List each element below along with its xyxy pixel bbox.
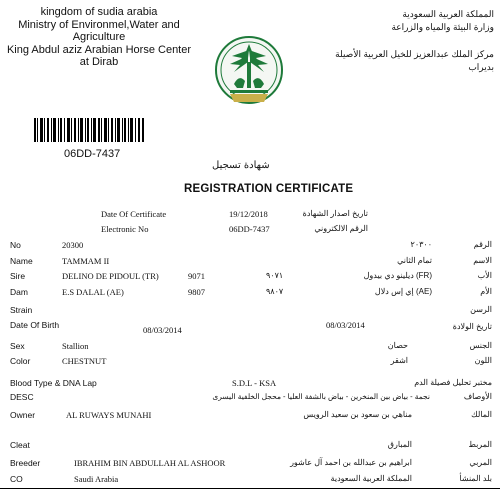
header-line: Ministry of Environmel,Water and bbox=[18, 18, 180, 31]
desc-label: DESC bbox=[10, 392, 34, 402]
blood-label: Blood Type & DNA Lap bbox=[10, 378, 97, 388]
no-value: 20300 bbox=[62, 240, 84, 250]
dob-ar-label: تاريخ الولادة bbox=[452, 322, 492, 331]
sire-ar-value: (FR) ديلينو دي بيدول bbox=[363, 271, 432, 280]
sex-label: Sex bbox=[10, 341, 25, 351]
co-value: Saudi Arabia bbox=[74, 474, 119, 484]
no-ar-value: ٢٠٣٠٠ bbox=[410, 240, 432, 249]
sex-value: Stallion bbox=[62, 341, 89, 351]
color-ar-value: اشقر bbox=[390, 356, 408, 365]
strain-ar-label: الرسن bbox=[470, 305, 492, 314]
header-arabic bbox=[329, 8, 494, 74]
cleat-ar-value: المبارق bbox=[387, 440, 412, 449]
breeder-ar-label: المربي bbox=[469, 458, 492, 467]
owner-value: AL RUWAYS MUNAHI bbox=[66, 410, 152, 420]
header-line: وزارة البيئة والمياه والزراعة bbox=[391, 22, 494, 32]
desc-value: نجمة - بياض بين المنخرين - بياض بالشفة العليا - محجل الخلفية اليسرى bbox=[212, 392, 430, 401]
title-english: REGISTRATION CERTIFICATE bbox=[184, 183, 354, 195]
dam-number: 9807 bbox=[188, 287, 205, 297]
sire-ar-number: ٩٠٧١ bbox=[266, 271, 284, 280]
breeder-value: IBRAHIM BIN ABDULLAH AL ASHOOR bbox=[74, 458, 226, 468]
dam-ar-number: ٩٨٠٧ bbox=[266, 287, 284, 296]
dam-ar-label: الأم bbox=[480, 287, 492, 296]
palm-logo-icon bbox=[212, 34, 286, 112]
name-label: Name bbox=[10, 256, 33, 266]
cert-date-ar-label: تاريخ اصدار الشهادة bbox=[302, 209, 368, 218]
breeder-label: Breeder bbox=[10, 458, 41, 468]
name-ar-label: الاسم bbox=[473, 256, 492, 265]
cert-date-value: 19/12/2018 bbox=[229, 209, 268, 219]
co-label: CO bbox=[10, 474, 23, 484]
header-line: بديراب bbox=[468, 62, 494, 72]
name-value: TAMMAM II bbox=[62, 256, 110, 266]
blood-value: S.D.L - KSA bbox=[232, 378, 277, 388]
header-line: المملكة العربية السعودية bbox=[402, 9, 494, 19]
owner-ar-label: المالك bbox=[471, 410, 492, 419]
electronic-no-value: 06DD-7437 bbox=[229, 224, 270, 234]
header-line: مركز الملك عبدالعزيز للخيل العربية الأصيلة bbox=[335, 49, 494, 59]
color-ar-label: اللون bbox=[474, 356, 492, 365]
strain-label: Strain bbox=[10, 305, 33, 315]
owner-label: Owner bbox=[10, 410, 36, 420]
header-line: at Dirab bbox=[79, 56, 119, 68]
breeder-ar-value: ابراهيم بن عبدالله بن احمد آل عاشور bbox=[290, 458, 412, 467]
barcode-text: 06DD-7437 bbox=[64, 148, 121, 160]
dob-label: Date Of Birth bbox=[10, 320, 60, 330]
bottom-rule bbox=[0, 488, 500, 489]
sex-ar-value: حصان bbox=[387, 341, 408, 350]
sire-label: Sire bbox=[10, 271, 26, 281]
title-arabic: شهادة تسجيل bbox=[212, 160, 270, 171]
desc-ar-label: الأوصاف bbox=[463, 392, 492, 401]
no-label: No bbox=[10, 240, 21, 250]
electronic-no-ar-label: الرقم الالكتروني bbox=[314, 224, 368, 233]
owner-ar-value: مناهي بن سعود بن سعيد الرويس bbox=[303, 410, 412, 419]
cleat-ar-label: المربط bbox=[468, 440, 492, 449]
electronic-no-label: Electronic No bbox=[101, 224, 149, 234]
blood-ar-label: مختبر تحليل فصيلة الدم bbox=[414, 378, 492, 387]
co-ar-value: المملكة العربية السعودية bbox=[330, 474, 412, 483]
sire-number: 9071 bbox=[188, 271, 205, 281]
name-ar-value: تمام الثاني bbox=[397, 256, 432, 265]
sex-ar-label: الجنس bbox=[469, 341, 492, 350]
dam-value: E.S DALAL (AE) bbox=[62, 287, 124, 297]
header-line: King Abdul aziz Arabian Horse Center bbox=[6, 43, 192, 56]
color-label: Color bbox=[10, 356, 31, 366]
dam-label: Dam bbox=[10, 287, 28, 297]
color-value: CHESTNUT bbox=[62, 356, 107, 366]
no-ar-label: الرقم bbox=[473, 240, 492, 249]
header-line: kingdom of sudia arabia bbox=[40, 6, 158, 18]
dam-ar-value: (AE) إي إس دلال bbox=[374, 287, 432, 296]
co-ar-label: بلد المنشأ bbox=[459, 474, 492, 483]
dob-value-hijri: 08/03/2014 bbox=[326, 320, 365, 330]
sire-value: DELINO DE PIDOUL (TR) bbox=[62, 271, 159, 281]
cert-date-label: Date Of Certificate bbox=[101, 209, 167, 219]
cleat-label: Cleat bbox=[10, 440, 30, 450]
header-line: Agriculture bbox=[72, 31, 126, 43]
barcode-icon bbox=[34, 118, 144, 142]
header-english bbox=[0, 6, 198, 69]
dob-value: 08/03/2014 bbox=[143, 325, 182, 335]
sire-ar-label: الأب bbox=[477, 271, 492, 280]
